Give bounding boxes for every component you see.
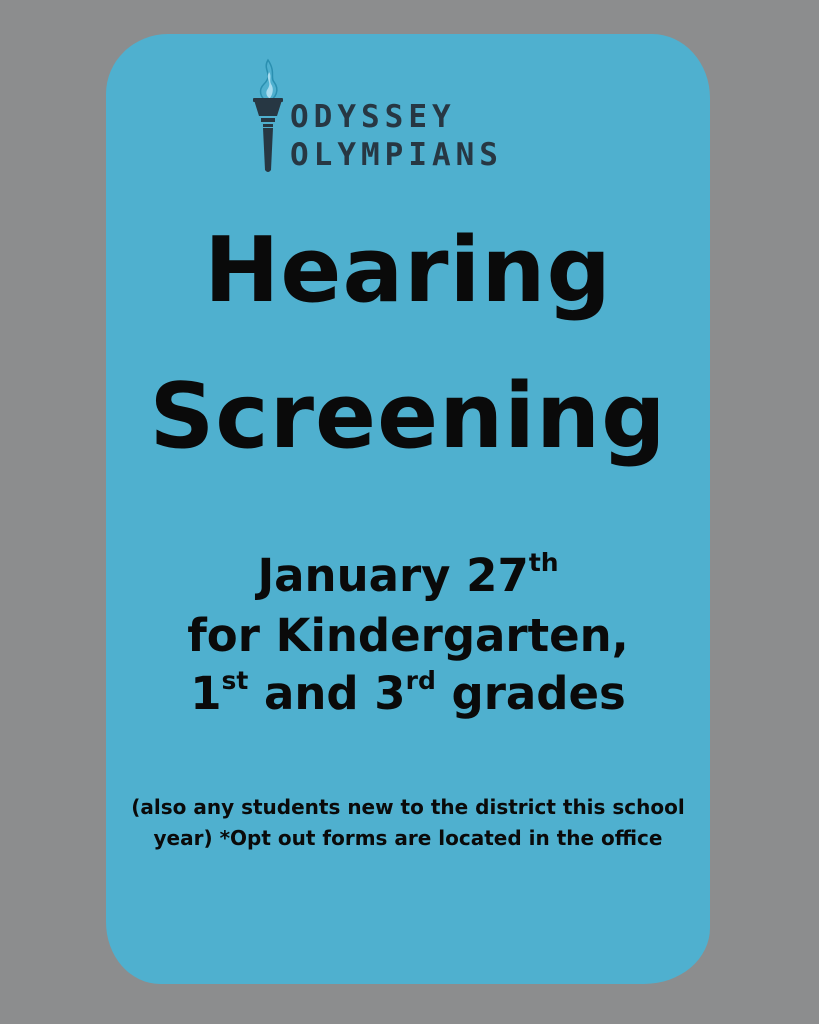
- note-text: (also any students new to the district this school year) *Opt out forms are located in the office: [131, 795, 685, 850]
- and-text: and: [248, 667, 375, 720]
- grade-third: 3: [374, 667, 406, 720]
- grade-first-suffix: st: [221, 666, 249, 695]
- grade-line-first-third: [106, 666, 710, 720]
- school-logo: [248, 58, 578, 176]
- grade-third-suffix: rd: [405, 666, 436, 695]
- logo-line-odyssey: ODYSSEY: [290, 99, 456, 135]
- headline-screening: Screening: [149, 364, 667, 469]
- grade-first: 1: [190, 667, 222, 720]
- screening-date: [106, 548, 710, 602]
- date-text: January 27: [257, 549, 529, 602]
- headline-hearing: Hearing: [204, 218, 612, 323]
- date-suffix: th: [528, 548, 559, 577]
- grade-line-kindergarten: for Kindergarten,: [187, 609, 629, 662]
- grades-word: grades: [435, 667, 626, 720]
- logo-line-olympians: OLYMPIANS: [290, 137, 503, 173]
- torch-icon: [248, 58, 288, 176]
